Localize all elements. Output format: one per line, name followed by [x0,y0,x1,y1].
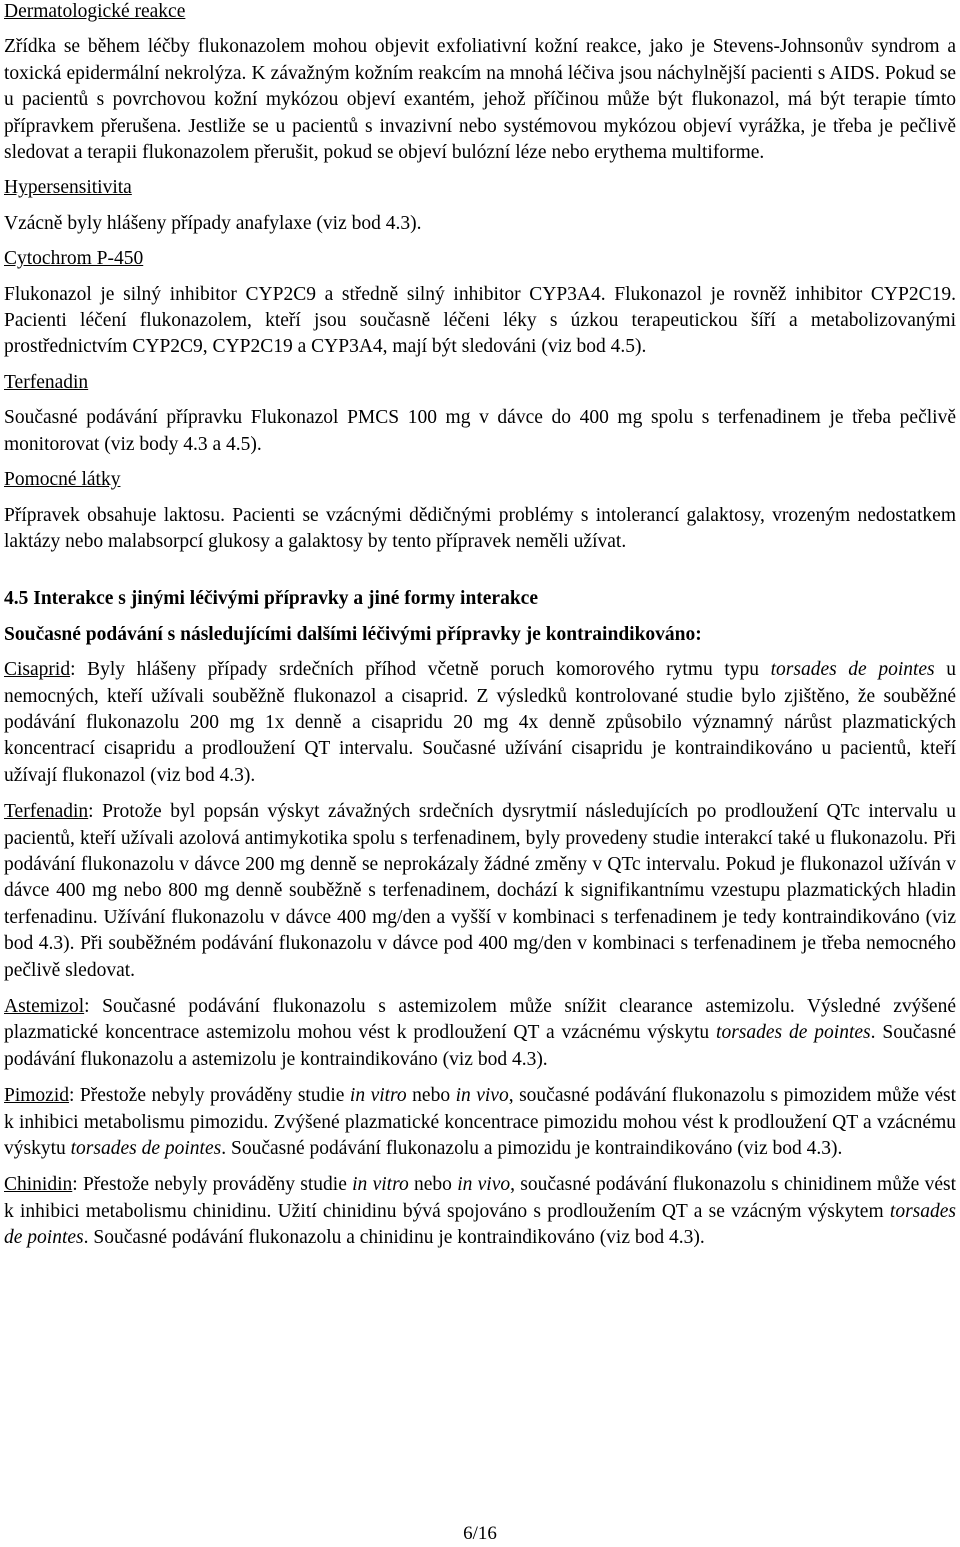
text-segment: u nemocných, kteří užívali souběžně flukonazol a cisaprid. Z výsledků kontrolované studie bylo zjištěno, že souběžné podávání flukonazolu 200 mg 1x denně a cisapridu 20 mg 4x denně způsobilo významný nárůst plazmatických koncentrací cisapridu a prodloužení QT intervalu. Současné užívání cisapridu je kontraindikováno u pacientů, kteří užívají flukonazol (viz bod 4.3). [4,659,957,786]
text-segment: , současné podávání flukonazolu s chinidinem může vést k inhibici metabolismu chinidinu. Užití chinidinu bývá spojováno s prodloužením QT a se vzácným výskytem [4,1174,956,1222]
italic-term: torsades de pointes [716,1022,871,1044]
paragraph-excipients: Přípravek obsahuje laktosu. Pacienti se vzácnými dědičnými problémy s intolerancí galaktosy, vrozeným nedostatkem laktázy nebo malabsorpcí glukosy a galaktosy by tento přípravek neměli užívat. [4,504,956,552]
document-page [4,0,956,1252]
heading-terfenadine-warning: Terfenadin [4,371,89,393]
italic-term: torsades de pointes [770,659,935,681]
paragraph-terfenadine-warning: Současné podávání přípravku Flukonazol PMCS 100 mg v dávce do 400 mg spolu s terfenadinem je třeba pečlivě monitorovat (viz body 4.3 a 4.5). [4,407,956,455]
section-title-4-5: 4.5 Interakce s jinými léčivými přípravky a jiné formy interakce [4,588,538,610]
text-segment: . Současné podávání flukonazolu a chinidinu je kontraindikováno (viz bod 4.3). [83,1227,705,1249]
label-terfenadine: Terfenadin [4,801,89,823]
text-segment: : Protože byl popsán výskyt závažných srdečních dysrytmií následujících po prodloužení QTc intervalu u pacientů, kteří užívali azolová antimykotika spolu s terfenadinem, byly provedeny studie interakcí také u flukonazolu. Při podávání flukonazolu v dávce 200 mg denně se neprokázaly žádné změny v QTc intervalu. Pokud je flukonazol užíván v dávce 400 mg nebo 800 mg denně souběžně s terfenadinem, dochází k signifikantnímu vzestupu plazmatických hladin terfenadinu. Užívání flukonazolu v dávce 400 mg/den a vyšší v kombinaci s terfenadinem je tedy kontraindikováno (viz bod 4.3). Při souběžném podávání flukonazolu v dávce pod 400 mg/den v kombinaci s terfenadinem je třeba nemocného pečlivě sledovat. [4,801,956,981]
heading-dermatologic-reactions: Dermatologické reakce [4,1,186,22]
paragraph-astemizole [4,994,956,1073]
text-segment: , současné podávání flukonazolu s pimozidem může vést k inhibici metabolismu pimozidu. Zvýšené plazmatické koncentrace pimozidu mohou vést k prodloužení QT a vzácnému výskytu [4,1085,956,1160]
text-segment: : Současné podávání flukonazolu s astemizolem může snížit clearance astemizolu. Výsledné zvýšené plazmatické koncentrace astemizolu mohou vést k prodloužení QT a vzácnému výskytu [4,996,956,1044]
paragraph-terfenadine [4,799,956,984]
italic-term: torsades de pointes [4,1200,956,1249]
heading-excipients: Pomocné látky [4,469,121,491]
italic-term: in vivo [455,1085,509,1107]
label-astemizole: Astemizol [4,996,85,1017]
label-cisapride: Cisaprid [4,659,71,681]
section-subtitle-contraindicated: Současné podávání s následujícími dalšími léčivými přípravky je kontraindikováno: [4,623,702,645]
italic-term: in vitro [349,1085,407,1107]
italic-term: in vitro [352,1174,409,1196]
text-segment: . Současné podávání flukonazolu a astemizolu je kontraindikováno (viz bod 4.3). [4,1022,957,1070]
text-segment: nebo [408,1174,458,1196]
text-segment: nebo [406,1085,456,1107]
text-segment: : Byly hlášeny případy srdečních příhod včetně poruch komorového rytmu typu [70,659,771,681]
text-segment: : Přestože nebyly prováděny studie [72,1174,353,1196]
paragraph-cytochrome: Flukonazol je silný inhibitor CYP2C9 a středně silný inhibitor CYP3A4. Flukonazol je rovněž inhibitor CYP2C19. Pacienti léčení flukonazolem, kteří jsou současně léčeni léky s úzkou terapeutickou šíří a metabolizovanými prostřednictvím CYP2C9, CYP2C19 a CYP3A4, mají být sledováni (viz bod 4.5). [4,283,956,358]
italic-term: in vivo [457,1174,511,1196]
paragraph-pimozide [4,1083,956,1162]
page-number: 6/16 [463,1523,497,1544]
heading-cytochrome: Cytochrom P-450 [4,248,144,270]
paragraph-dermatologic-reactions: Zřídka se během léčby flukonazolem mohou objevit exfoliativní kožní reakce, jako je Stevens-Johnsonův syndrom a toxická epidermální nekrolýza. K závažným kožním reakcím na mnohá léčiva jsou náchylnější pacienti s AIDS. Pokud se u pacientů s povrchovou kožní mykózou objeví exantém, jehož příčinou může být flukonazol, má být terapie tímto přípravkem přerušena. Jestliže se u pacientů s invazivní nebo systémovou mykózou objeví vyrážka, je třeba je pečlivě sledovat a terapii flukonazolem přerušit, pokud se objeví bulózní léze nebo erythema multiforme. [4,36,956,164]
text-segment: : Přestože nebyly prováděny studie [69,1085,350,1107]
heading-hypersensitivity: Hypersensitivita [4,177,132,199]
paragraph-hypersensitivity: Vzácně byly hlášeny případy anafylaxe (viz bod 4.3). [4,212,422,234]
text-segment: . Současné podávání flukonazolu a pimozidu je kontraindikováno (viz bod 4.3). [221,1138,843,1160]
label-quinidine: Chinidin [4,1174,73,1196]
paragraph-cisapride [4,657,956,789]
label-pimozide: Pimozid [4,1085,70,1107]
italic-term: torsades de pointes [70,1138,222,1160]
paragraph-quinidine [4,1172,956,1251]
